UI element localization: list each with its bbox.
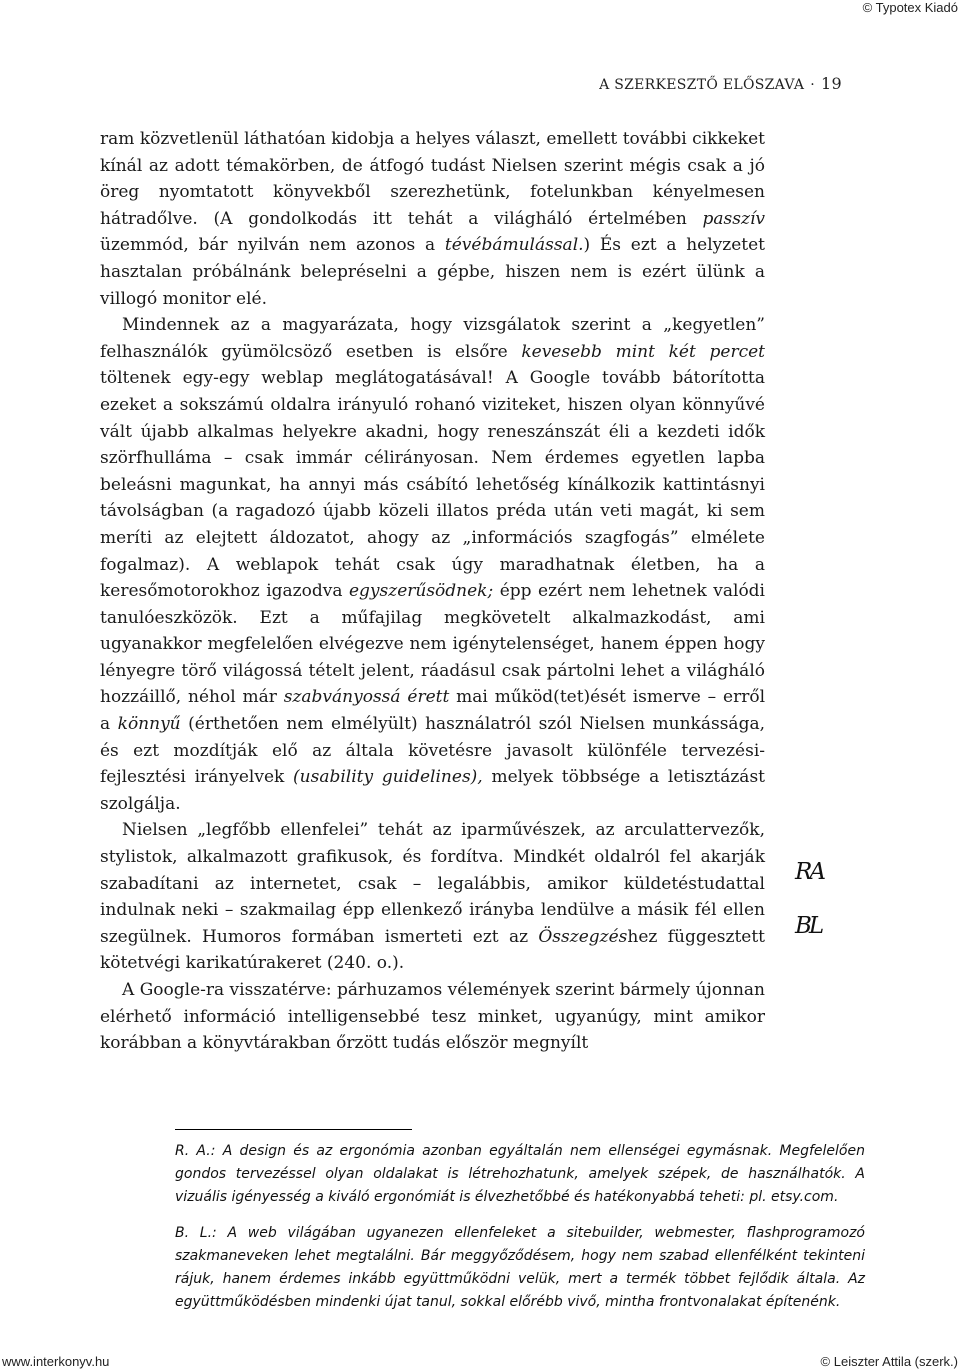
page-number: 19 bbox=[821, 74, 842, 93]
footnote-divider bbox=[175, 1129, 412, 1130]
site-url: www.interkonyv.hu bbox=[2, 1354, 110, 1369]
text-run: melyek többsége a letisztázást szolgálja. bbox=[100, 767, 765, 814]
emphasis: (usability guidelines), bbox=[293, 767, 483, 788]
paragraph: A Google-ra visszatérve: párhuzamos vélemények szerint bármely újonnan elérhető információ intelligensebbé tesz minket, ugyanúgy, mint amikor korábban a könyvtárakban őrzött tudás először megnyílt bbox=[100, 980, 765, 1054]
paragraph bbox=[100, 817, 765, 977]
margin-mark-bl: BL bbox=[795, 913, 822, 939]
emphasis: egyszerűsödnek; bbox=[348, 581, 494, 602]
emphasis: passzív bbox=[702, 208, 765, 229]
emphasis: könnyű bbox=[117, 714, 181, 735]
text-run: töltenek egy-egy weblap meglátogatásával! A Google tovább bátorította ezeket a sokszámú oldalra irányuló rohanó viziteket, hiszen olyan könnyűvé vált újabb alkalmas helyekre akadni, hogy reneszánszát éli a kezdeti idők szörfhulláma – csak immár célirányosan. Nem érdemes egyetlen lapba beleásni magunkat, ha annyi más csábító lehetőség kínálkozik kattintásnyi távolságban (a ragadozó újabb közeli illatos préda után veti magát, ki sem meríti az elejtett áldozatot, ahogy az „információs szagfogás” elmélete fogalmaz). A weblapok tehát csak úgy maradhatnak életben, ha a keresőmotorokhoz igazodva bbox=[100, 368, 765, 602]
emphasis: kevesebb mint két percet bbox=[521, 341, 765, 362]
margin-mark-ra: RA bbox=[795, 859, 823, 885]
text-run: Nielsen „legfőbb ellenfelei” tehát az iparművészek, az arculattervezők, stylistok, alkalmazott grafikusok, és fordítva. Mindkét oldalról fel akarják szabadítani az internetet, csak – legalábbis, amikor küldetéstudattal indulnak neki – szakmailag épp ellenkező irányba lendülve a másik fél ellen szegülnek. Humoros formában ismerteti ezt az bbox=[100, 820, 765, 947]
copyright-notice-bottom: © Leiszter Attila (szerk.) bbox=[820, 1354, 958, 1369]
emphasis: tévébámulással. bbox=[444, 235, 584, 256]
emphasis: Összegzés bbox=[538, 926, 628, 947]
running-head-separator: · bbox=[810, 77, 816, 93]
text-run: üzemmód, bár nyilván nem azonos a bbox=[100, 235, 445, 256]
body-text bbox=[100, 126, 765, 1057]
running-head bbox=[599, 74, 842, 93]
text-run: hez függesztett kötetvégi karikatúrakeret (240. o.). bbox=[100, 926, 766, 974]
footnotes bbox=[175, 1140, 865, 1314]
emphasis: szabványossá érett bbox=[283, 687, 450, 708]
text-run: ) És ezt a helyzetet hasztalan próbálnánk belepréselni a gépbe, hiszen nem is ezért ülünk a villogó monitor elé. bbox=[100, 235, 765, 309]
footnote-ra: R. A.: A design és az ergonómia azonban egyáltalán nem ellenségei egymásnak. Megfelelően gondos tervezéssel olyan oldalakat is létrehozhatunk, amelyek szépek, de használhatók. A vizuális igényesség a kiváló ergonómiát is élvezhetőbbé és hatékonyabbá teheti: pl. etsy.com. bbox=[175, 1143, 865, 1206]
paragraph bbox=[100, 126, 765, 312]
text-run: mai működ(tet)ését ismerve – erről a bbox=[100, 687, 766, 735]
text-run: (érthetően nem elmélyült) használatról szól Nielsen munkássága, és ezt mozdítják elő az általa követésre javasolt különféle tervezési-fejlesztési irányelvek bbox=[100, 714, 765, 788]
paragraph bbox=[100, 312, 765, 817]
text-run: épp ezért nem lehetnek valódi tanulóeszközök. Ezt a műfajilag megkövetelt alkalmazkodást, ami ugyanakkor megfelelően elvégezve nem igénytelenséget, hanem éppen hogy lényegre törő világossá tételt jelent, ráadásul csak pártolni lehet a világháló hozzáillő, néhol már bbox=[100, 581, 765, 708]
margin-annotations bbox=[795, 845, 823, 953]
footnote-bl: B. L.: A web világában ugyanezen ellenfeleket a sitebuilder, webmester, flashprogramozó szakmaneveken lehet megtalálni. Bár meggyőződésem, hogy nem szabad ellenfélként tekinteni rájuk, hanem érdemes inkább együttműködni velük, mert a termék többet fejlődik általa. Az együttműködésben mindenki újat tanul, sokkal előrébb vivő, mintha frontvonalakat építenénk. bbox=[175, 1224, 865, 1311]
text-run: Mindennek az a magyarázata, hogy vizsgálatok szerint a „kegyetlen” felhasználók gyümölcsöző esetben is elsőre bbox=[100, 315, 765, 362]
copyright-notice-top: © Typotex Kiadó bbox=[862, 0, 958, 15]
text-run: ram közvetlenül láthatóan kidobja a helyes választ, emellett további cikkeket kínál az adott témakörben, de átfogó tudást Nielsen szerint mégis csak a jó öreg nyomtatott könyvekből szerezhetünk, fotelunkban kényelmesen hátradőlve. (A gondolkodás itt tehát a világháló értelmében bbox=[100, 129, 765, 229]
running-head-title: A SZERKESZTŐ ELŐSZAVA bbox=[599, 77, 805, 93]
